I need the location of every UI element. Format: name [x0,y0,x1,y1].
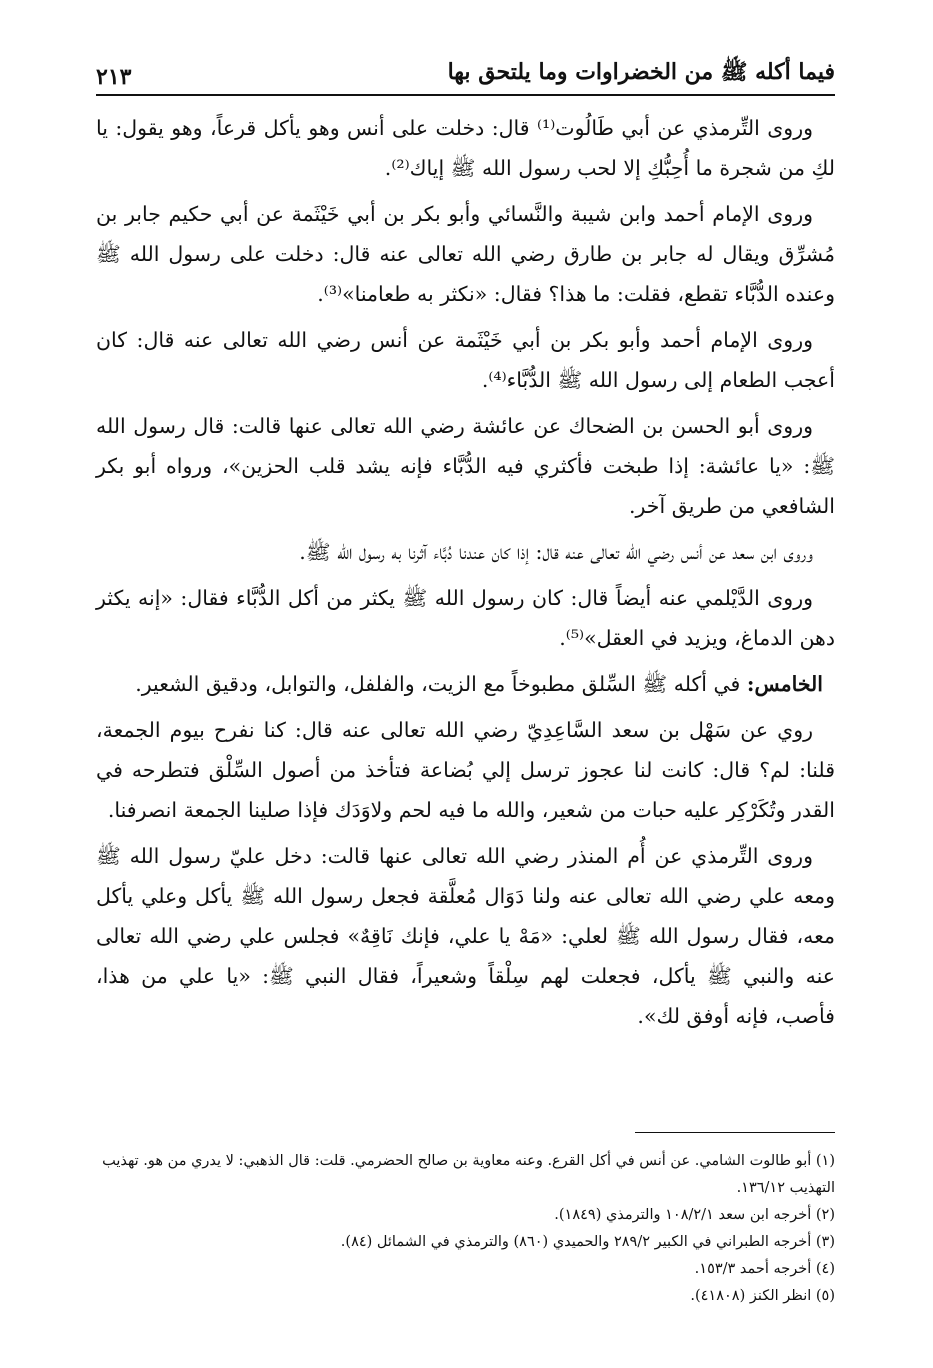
footnotes [96,1148,835,1310]
section-label: الخامس: [746,672,823,696]
paragraph: وروى التِّرمذي عن أبي طَالُوت⁽¹⁾ قال: دخلت على أنس وهو يأكل قرعاً، وهو يقول: يا لكِ من شجرة ما أُحِبُّكِ إلا لحب رسول الله ﷺ إياك⁽²⁾. [96,116,835,180]
paragraph: روي عن سَهْل بن سعد السَّاعِدِيّ رضي الله تعالى عنه قال: كنا نفرح بيوم الجمعة، قلنا: لم؟ قال: كانت لنا عجوز ترسل إلي بُضاعة فتأخذ من أصول السِّلْق فتطرحه في القدر وتُكَرْكِر عليه حبات من شعير، والله ما فيه لحم ولاوَدَك فإذا صلينا الجمعة انصرفنا. [96,718,835,822]
footnote: (١) أبو طالوت الشامي. عن أنس في أكل القرع. وعنه معاوية بن صالح الحضرمي. قلت: قال الذهبي: لا يدري من هو. تهذيب التهذيب ١٣٦/١٢. [102,1153,835,1196]
paragraph: وروى الدَّيْلمي عنه أيضاً قال: كان رسول الله ﷺ يكثر من أكل الدُّبَّاء فقال: «إنه يكثر دهن الدماغ، ويزيد في العقل»⁽⁵⁾. [96,586,835,650]
section-five-paragraph [96,664,835,704]
page-number: ٢١٣ [96,64,132,90]
paragraph: وروى الإمام أحمد وأبو بكر بن أبي خَيْثَمة عن أنس رضي الله تعالى عنه قال: كان أعجب الطعام إلى رسول الله ﷺ الدُّبَّاء⁽⁴⁾. [96,328,835,392]
footnote: (٣) أخرجه الطبراني في الكبير ٢٨٩/٢ والحميدي (٨٦٠) والترمذي في الشمائل (٨٤). [340,1234,835,1250]
paragraph: وروى أبو الحسن بن الضحاك عن عائشة رضي الله تعالى عنها قالت: قال رسول الله ﷺ: «يا عائشة: إذا طبخت فأكثري فيه الدُّبَّاء فإنه يشد قلب الحزين»، ورواه أبو بكر الشافعي من طريق آخر. [96,414,835,518]
footnote: (٤) أخرجه أحمد ١٥٣/٣. [694,1261,835,1277]
main-text [96,108,835,1042]
section-text: في أكله ﷺ السِّلق مطبوخاً مع الزيت، والفلفل، والتوابل، ودقيق الشعير. [135,672,741,696]
paragraph: وروى الإمام أحمد وابن شيبة والنَّسائي وأبو بكر بن أبي خَيْثَمة عن أبي حكيم جابر بن مُشرِّق ويقال له جابر بن طارق رضي الله تعالى عنه قال: دخلت على رسول الله ﷺ وعنده الدُّبَّاء تقطع، فقلت: ما هذا؟ فقال: «نكثر به طعامنا»⁽³⁾. [96,202,835,306]
paragraph: وروى ابن سعد عن أنس رضي الله تعالى عنه قال: إذا كان عندنا دُبَّاء آثرنا به رسول الله ﷺ. [299,540,813,564]
header-title: فيما أكله ﷺ من الخضراوات وما يلتحق بها [447,59,835,85]
footnote-divider [635,1132,835,1133]
running-header [96,52,835,96]
paragraph: وروى التِّرمذي عن أُم المنذر رضي الله تعالى عنها قالت: دخل عليّ رسول الله ﷺ ومعه علي رضي الله تعالى عنه ولنا دَوَال مُعلَّقة فجعل رسول الله ﷺ يأكل وعلي يأكل معه، فقال رسول الله ﷺ لعلي: «مَهْ يا علي، فإنك نَاقِهٌ» فجلس علي رضي الله تعالى عنه والنبي ﷺ يأكل، فجعلت لهم سِلْقاً وشعيراً، فقال النبي ﷺ: «يا علي من هذا، فأصب، فإنه أوفق لك». [96,844,835,1028]
footnote: (٢) أخرجه ابن سعد ١٠٨/٢/١ والترمذي (١٨٤٩). [554,1207,835,1223]
footnote: (٥) انظر الكنز (٤١٨٠٨). [690,1288,835,1304]
